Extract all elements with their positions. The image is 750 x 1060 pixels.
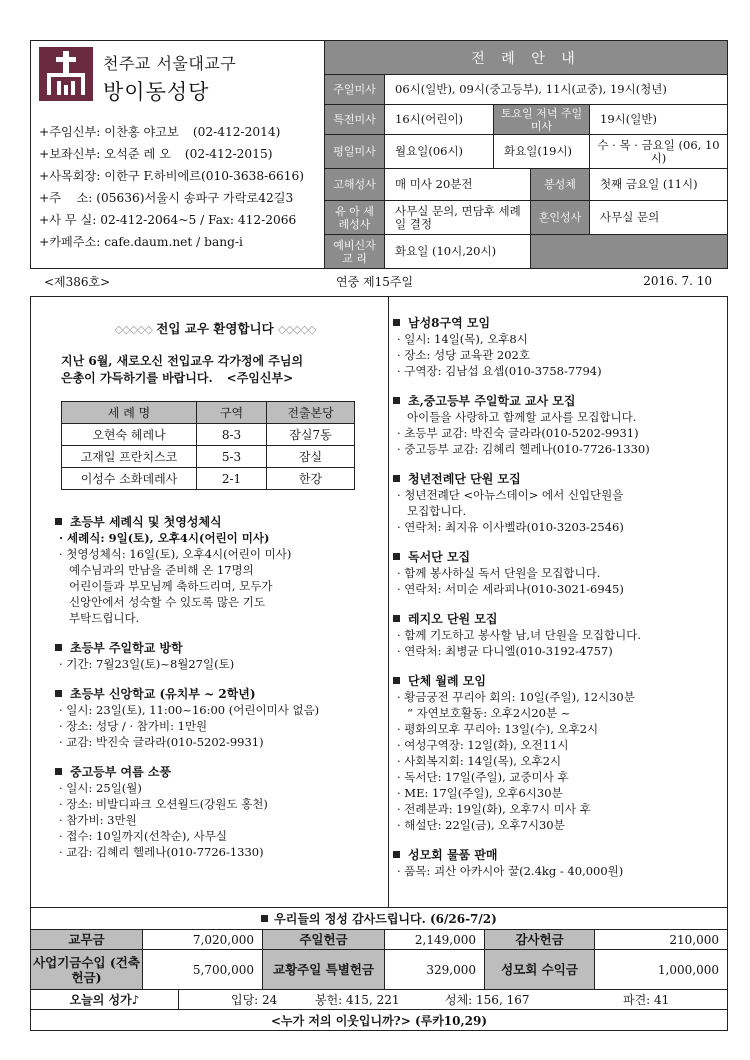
saturday-mass-label: 토요일 저녁 주일 미사 (494, 105, 590, 134)
announcement-title (55, 764, 375, 780)
issue-bar (30, 269, 728, 293)
table-row (62, 424, 355, 446)
issue-date: 2016. 7. 10 (643, 274, 712, 288)
church-emblem-icon (39, 47, 93, 101)
announcement-section (393, 393, 723, 457)
announcement-title-text: 청년전례단 단원 모집 (408, 472, 521, 486)
announcement-line: · 품목: 괴산 아카시아 꿀(2.4kg - 40,000원) (397, 864, 624, 878)
offering-title-text: 우리들의 정성 감사드립니다. (6/26-7/2) (274, 912, 497, 926)
announcement-section (393, 315, 723, 379)
announcement-title (393, 549, 723, 565)
table-cell: 5-3 (197, 446, 267, 468)
announcement-section (55, 686, 375, 750)
table-cell: 고재일 프란치스코 (62, 446, 197, 468)
ornament-icon: ◇◇◇◇◇ (278, 323, 316, 336)
welcome-message (55, 353, 375, 387)
announcement-line: · 전례분과: 19일(화), 오후7시 미사 후 (397, 802, 591, 816)
hymn-recessional: 파견: 41 (623, 993, 670, 1007)
announcement-line: 신앙안에서 성숙할 수 있도록 많은 기도 (69, 595, 266, 609)
square-bullet-icon (393, 677, 400, 684)
offering-grid (31, 930, 727, 990)
left-announcements (55, 514, 375, 860)
announcement-title (393, 471, 723, 487)
table-cell: 잠실7동 (267, 424, 355, 446)
offering-report (30, 908, 728, 1031)
offering-title (31, 908, 727, 930)
welcome-line (61, 370, 375, 387)
saturday-mass-time: 19시(일반) (600, 112, 657, 126)
table-cell: 한강 (267, 468, 355, 490)
weekday-mass-label: 평일미사 (325, 135, 385, 168)
table-cell: 2-1 (197, 468, 267, 490)
staff-name: 오석준 레 오 (104, 147, 171, 161)
announcement-section (55, 640, 375, 672)
announcement-title-text: 초등부 신앙학교 (유치부 ~ 2학년) (70, 687, 256, 701)
announcement-line: · ME: 17일(주일), 오후6시30분 (397, 786, 563, 800)
welcome-line: 지난 6월, 새로오신 전입교우 각가정에 주님의 (61, 354, 304, 368)
offering-label: 교황주일 특별헌금 (263, 950, 385, 990)
announcement-line: · 일시: 25일(월) (59, 781, 142, 795)
issue-number: <제386호> (44, 274, 111, 289)
announcement-line: · 청년전례단 <아뉴스데이> 에서 신입단원을 (397, 488, 624, 502)
square-bullet-icon (393, 553, 400, 560)
offering-label: 주일헌금 (263, 930, 385, 950)
staff-tel: (02-412-2015) (184, 147, 273, 161)
staff-tel: (02-412-2014) (192, 125, 281, 139)
announcement-line: · 황금궁전 꾸리아 회의: 10일(주일), 12시30분 (397, 690, 635, 704)
staff-row (39, 165, 304, 187)
weekday-monday: 월요일(06시) (385, 135, 494, 168)
staff-name: 이찬홍 야고보 (104, 125, 179, 139)
announcement-line: · 장소: 성당 교육관 202호 (397, 348, 530, 362)
announcement-title-text: 중고등부 여름 소풍 (70, 765, 172, 779)
square-bullet-icon (261, 915, 268, 922)
liturgy-title: 전 례 안 내 (325, 41, 727, 75)
announcement-line: · 접수: 10일까지(선착순), 사무실 (59, 829, 227, 843)
announcement-section (393, 847, 723, 879)
hymn-entrance: 입당: 24 (231, 993, 278, 1007)
table-row (62, 468, 355, 490)
staff-role: +주 소: (39, 191, 93, 205)
staff-role: +사 무 실: (39, 213, 97, 227)
offering-amount: 5,700,000 (143, 950, 263, 990)
announcement-line: · 해설단: 22일(금), 오후7시30분 (397, 818, 565, 832)
announcement-line: · 교감: 김혜리 헬레나(010-7726-1330) (59, 845, 264, 859)
announcement-title (393, 847, 723, 863)
square-bullet-icon (393, 319, 400, 326)
right-announcements (393, 315, 723, 879)
catechumen-blank (531, 235, 727, 268)
announcement-title (55, 686, 375, 702)
announcement-title (393, 315, 723, 331)
sunday-mass-row (325, 75, 727, 105)
infant-baptism-label: 유 아 세례성사 (325, 201, 385, 234)
announcement-line: · 평화의모후 꾸리아: 13일(수), 오후2시 (397, 722, 599, 736)
offering-label: 감사헌금 (485, 930, 595, 950)
square-bullet-icon (393, 851, 400, 858)
hymn-row (31, 990, 727, 1010)
announcement-line: · 여성구역장: 12일(화), 오전11시 (397, 738, 569, 752)
square-bullet-icon (55, 768, 62, 775)
offering-amount: 210,000 (595, 930, 727, 950)
announcement-line: · 세례식: 9일(토), 오후4시(어린이 미사) (59, 531, 270, 545)
bulletin-header (30, 40, 728, 269)
announcement-line: 부탁드립니다. (69, 611, 140, 625)
adoration-label: 봉성체 (531, 169, 590, 200)
announcement-line: 예수님과의 만남을 준비해 온 17명의 (69, 563, 254, 577)
square-bullet-icon (55, 644, 62, 651)
square-bullet-icon (393, 397, 400, 404)
announcement-line: · 사회복지회: 14일(목), 오후2시 (397, 754, 562, 768)
announcement-line: · 장소: 비발디파크 오션월드(강원도 홍천) (59, 797, 268, 811)
special-mass-time: 16시(어린이) (385, 105, 494, 134)
hymn-communion: 성체: 156, 167 (445, 993, 530, 1007)
announcement-title-text: 초등부 주일학교 방학 (70, 641, 183, 655)
announcement-line: 어린이들과 부모님께 축하드리며, 모두가 (69, 579, 273, 593)
staff-row (39, 231, 304, 253)
ornament-icon: ◇◇◇◇◇ (114, 323, 152, 336)
announcement-line: · 교감: 박진숙 글라라(010-5202-9931) (59, 735, 264, 749)
infant-baptism-info: 사무실 문의, 면담후 세례일 결정 (385, 201, 531, 234)
left-column (55, 319, 375, 874)
announcement-line: · 연락처: 최병균 다니엘(010-3192-4757) (397, 644, 613, 658)
welcome-signature: <주임신부> (226, 371, 294, 385)
welcome-heading: 전입 교우 환영합니다 (156, 321, 274, 336)
weekday-tuesday: 화요일(19시) (494, 135, 590, 168)
announcement-title-text: 단체 월례 모임 (408, 674, 486, 688)
welcome-title (55, 319, 375, 337)
announcement-title-text: 레지오 단원 모집 (408, 612, 498, 626)
welcome-line-text: 은총이 가득하기를 바랍니다. (61, 371, 213, 385)
announcement-section (393, 471, 723, 535)
weekday-mass-row (325, 135, 727, 169)
square-bullet-icon (393, 475, 400, 482)
marriage-label: 혼인성사 (531, 201, 590, 234)
table-cell: 잠실 (267, 446, 355, 468)
staff-row (39, 121, 304, 143)
adoration-time: 첫째 금요일 (11시) (600, 177, 698, 191)
announcement-line: · 일시: 23일(토), 11:00~16:00 (어린이미사 없음) (59, 703, 320, 717)
announcement-line: “ 자연보호활동: 오후2시20분 ~ (407, 706, 571, 720)
newcomers-table (61, 401, 355, 490)
weekday-wed-fri: 수 · 목 · 금요일 (06, 10시) (597, 137, 720, 165)
announcement-line: · 연락처: 최지유 이사벨라(010-3203-2546) (397, 520, 624, 534)
announcement-title (393, 611, 723, 627)
announcement-line: · 초등부 교감: 박진숙 글라라(010-5202-9931) (397, 426, 639, 440)
column-header: 전출본당 (267, 402, 355, 424)
square-bullet-icon (393, 615, 400, 622)
baptism-row (325, 201, 727, 235)
announcement-line: 아이들을 사랑하고 함께할 교사를 모집합니다. (407, 410, 637, 424)
announcement-section (393, 673, 723, 833)
hymn-offertory: 봉헌: 415, 221 (315, 993, 400, 1007)
staff-name: (05636)서울시 송파구 가락로42길3 (96, 191, 294, 205)
announcement-line: · 장소: 성당 / · 참가비: 1만원 (59, 719, 208, 733)
announcement-line: · 참가비: 3만원 (59, 813, 137, 827)
liturgy-guide (325, 41, 727, 268)
staff-name: 이한구 F.하비에르(010-3638-6616) (104, 169, 305, 183)
offering-label: 성모회 수익금 (485, 950, 595, 990)
announcement-title (393, 393, 723, 409)
announcement-line: · 기간: 7월23일(토)~8월27일(토) (59, 657, 235, 671)
offering-label: 교무금 (31, 930, 143, 950)
staff-list (39, 121, 304, 253)
announcement-section (55, 514, 375, 626)
staff-role: +보좌신부: (39, 147, 101, 161)
offering-amount: 7,020,000 (143, 930, 263, 950)
announcement-title-text: 성모회 물품 판매 (408, 848, 498, 862)
offering-amount: 2,149,000 (385, 930, 485, 950)
staff-role: +카페주소: (39, 235, 101, 249)
catechumen-label: 예비신자 교 리 (325, 235, 385, 268)
sunday-mass-label: 주일미사 (325, 75, 385, 104)
table-row (62, 446, 355, 468)
staff-row (39, 143, 304, 165)
special-mass-label: 특전미사 (325, 105, 385, 134)
staff-name: 02-412-2064~5 / Fax: 412-2066 (100, 213, 297, 227)
table-cell: 오현숙 헤레나 (62, 424, 197, 446)
table-cell: 이성수 소화데레사 (62, 468, 197, 490)
confession-time: 매 미사 20분전 (385, 169, 531, 200)
announcement-line: · 첫영성체식: 16일(토), 오후4시(어린이 미사) (59, 547, 292, 561)
special-mass-row (325, 105, 727, 135)
staff-name: cafe.daum.net / bang-i (104, 235, 243, 249)
announcement-line: · 독서단: 17일(주일), 교중미사 후 (397, 770, 569, 784)
square-bullet-icon (55, 518, 62, 525)
column-header: 세 례 명 (62, 402, 197, 424)
church-title (103, 51, 236, 106)
catechumen-row (325, 235, 727, 268)
announcement-line: 모집합니다. (407, 504, 467, 518)
announcement-line: · 일시: 14일(목), 오후8시 (397, 332, 528, 346)
announcement-line: · 함께 봉사하실 독서 단원을 모집합니다. (397, 566, 601, 580)
announcements (30, 296, 728, 908)
announcement-title-text: 독서단 모집 (408, 550, 471, 564)
offering-amount: 1,000,000 (595, 950, 727, 990)
gospel-quote: <누가 저의 이웃입니까?> (루카10,29) (270, 1013, 488, 1028)
announcement-section (393, 611, 723, 659)
announcement-title-text: 초,중고등부 주일학교 교사 모집 (408, 394, 576, 408)
diocese-name: 천주교 서울대교구 (103, 54, 237, 73)
liturgical-sunday: 연중 제15주일 (336, 274, 414, 289)
announcement-title (55, 640, 375, 656)
marriage-info: 사무실 문의 (600, 210, 660, 224)
column-divider (388, 297, 389, 907)
church-info (31, 41, 325, 268)
sunday-mass-times: 06시(일반), 09시(중고등부), 11시(교중), 19시(청년) (395, 82, 667, 96)
announcement-line: · 연락처: 서미순 세라피나(010-3021-6945) (397, 582, 624, 596)
staff-role: +주임신부: (39, 125, 101, 139)
square-bullet-icon (55, 690, 62, 697)
right-column (393, 315, 723, 893)
offering-amount: 329,000 (385, 950, 485, 990)
announcement-line: · 함께 기도하고 봉사할 남,녀 단원을 모집합니다. (397, 628, 641, 642)
confession-label: 고해성사 (325, 169, 385, 200)
confession-row (325, 169, 727, 201)
column-header: 구역 (197, 402, 267, 424)
staff-row (39, 187, 304, 209)
offering-label: 사업기금수입 (건축헌금) (31, 950, 143, 990)
catechumen-time: 화요일 (10시,20시) (385, 235, 531, 268)
table-header-row (62, 402, 355, 424)
staff-role: +사목회장: (39, 169, 101, 183)
parish-name: 방이동성당 (103, 80, 210, 104)
announcement-title (55, 514, 375, 530)
announcement-title (393, 673, 723, 689)
announcement-section (393, 549, 723, 597)
announcement-line: · 구역장: 김남섭 요셉(010-3758-7794) (397, 364, 602, 378)
table-cell: 8-3 (197, 424, 267, 446)
announcement-title-text: 남성8구역 모임 (408, 316, 491, 330)
announcement-line: · 중고등부 교감: 김혜리 헬레나(010-7726-1330) (397, 442, 650, 456)
announcement-title-text: 초등부 세례식 및 첫영성체식 (70, 515, 222, 529)
hymn-label: 오늘의 성가♪ (31, 990, 179, 1009)
announcement-section (55, 764, 375, 860)
staff-row (39, 209, 304, 231)
